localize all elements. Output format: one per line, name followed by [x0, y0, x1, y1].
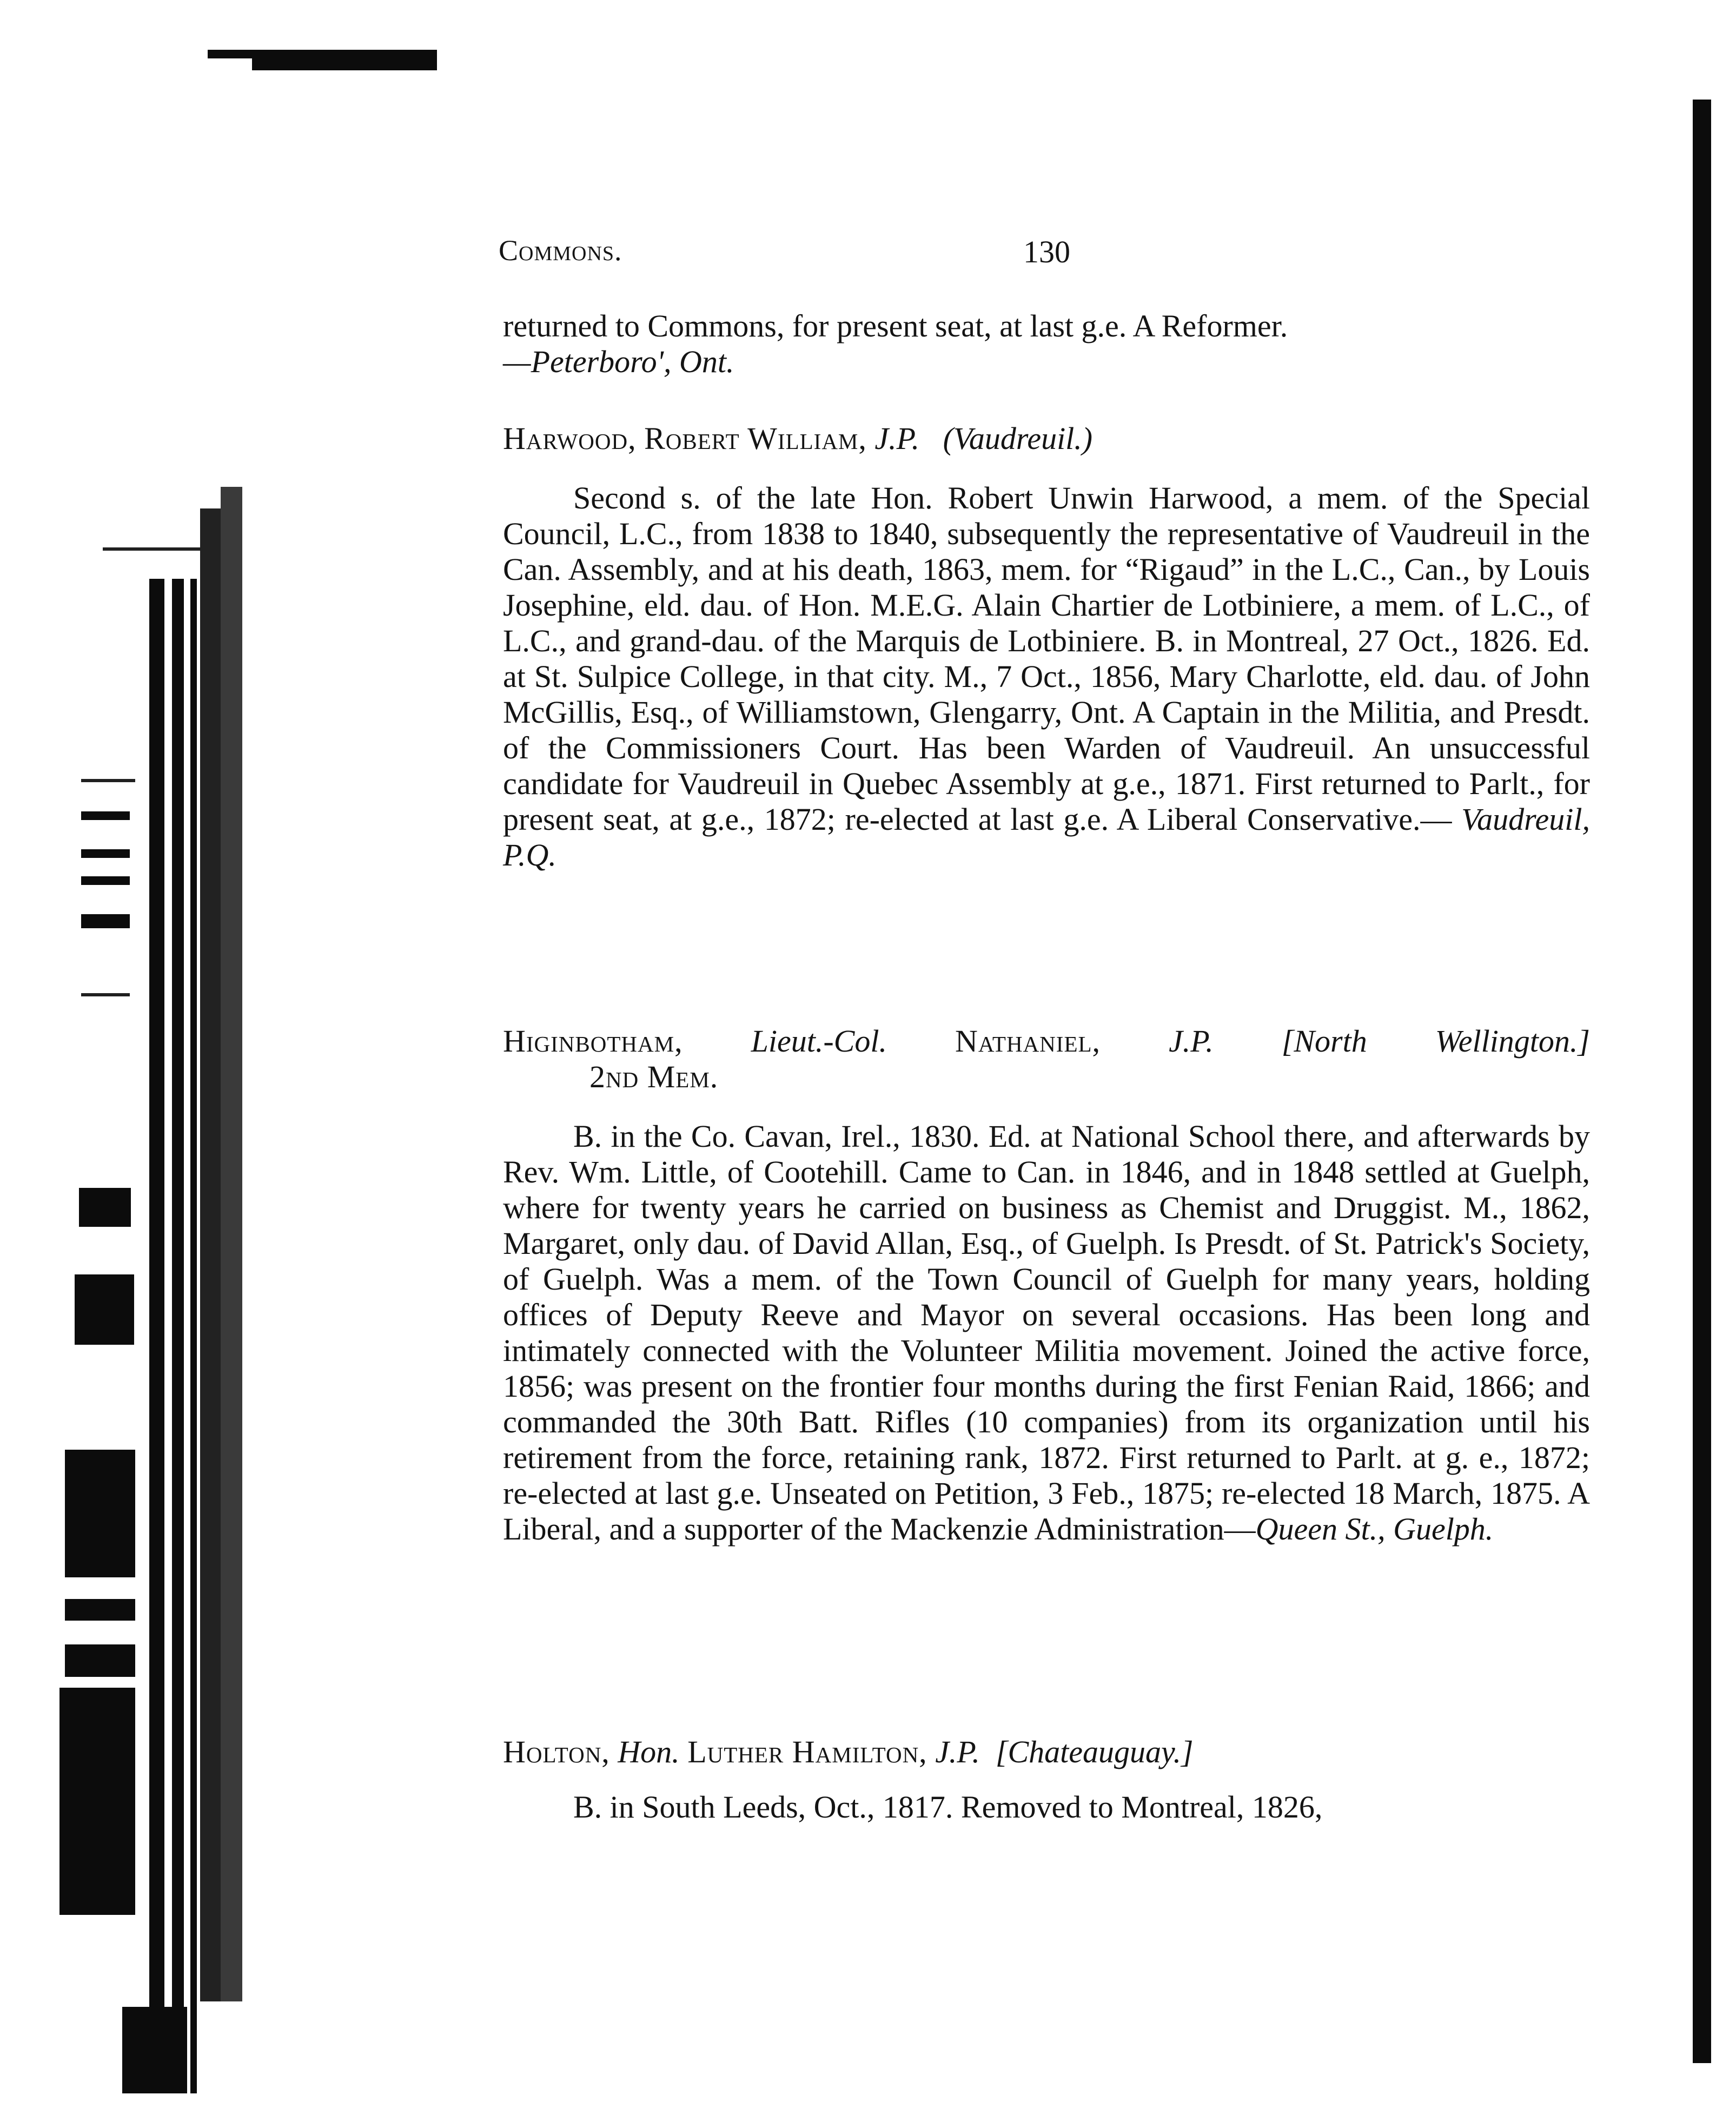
left-block-5	[65, 1599, 135, 1621]
entry-address: Queen St., Guelph.	[1255, 1511, 1494, 1547]
entry-surname: Higinbotham,	[503, 1023, 683, 1059]
left-block-7	[59, 1688, 135, 1915]
left-bar-3	[190, 579, 197, 2093]
entry-address: Vaudreuil, P.Q.	[503, 802, 1591, 873]
left-strip-grey	[200, 508, 222, 2001]
right-binding-bar	[1693, 100, 1711, 2063]
left-mark-c	[81, 849, 130, 858]
entry-riding: [North Wellington.]	[1281, 1023, 1590, 1059]
entry-given-names: Nathaniel,	[955, 1023, 1101, 1059]
entry-body	[503, 480, 1590, 873]
entry-surname: Harwood,	[503, 421, 637, 456]
entry-body-text: B. in the Co. Cavan, Irel., 1830. Ed. at National School there, and afterwards by Rev. Wm. Little, of Cootehill. Came to Can. in 1846, and in 1848 settled at Guelph, where for twenty years he carried on business as Chemist and Druggist. M., 1862, Margaret, only dau. of David Allan, Esq., of Guelph. Is Presdt. of St. Patrick's Society, of Guelph. Was a mem. of the Town Council of Guelph for many years, holding offices of Deputy Reeve and Mayor on several occasions. Has been long and intimately connected with the Volunteer Militia movement. Joined the active force, 1856; was present on the frontier four months during the first Fenian Raid, 1866; and commanded the 30th Batt. Rifles (10 companies) from its organization until his retirement from the force, retaining rank, 1872. First returned to Parlt. at g. e., 1872; re-elected at last g.e. Unseated on Petition, 3 Feb., 1875; re-elected 18 March, 1875. A Liberal, and a supporter of the Mackenzie Administration—	[503, 1119, 1590, 1547]
left-mark-f	[81, 993, 130, 996]
left-mark-b	[81, 811, 130, 820]
entry-body-text: B. in South Leeds, Oct., 1817. Removed to Montreal, 1826,	[573, 1789, 1323, 1825]
left-block-3	[65, 1450, 135, 1558]
left-bar-1	[149, 579, 164, 2093]
entry-member: 2nd Mem.	[589, 1059, 719, 1094]
left-block-4	[65, 1558, 135, 1577]
entry-higinbotham	[503, 1023, 1590, 1547]
running-head	[499, 234, 1602, 272]
carryover-text: returned to Commons, for present seat, at last g.e. A Reformer.	[503, 308, 1288, 343]
left-strip-grey-2	[221, 487, 242, 2001]
entry-heading	[503, 421, 1590, 457]
entry-holton	[503, 1734, 1590, 1825]
entry-body-text: Second s. of the late Hon. Robert Unwin Harwood, a mem. of the Special Council, L.C., from 1838 to 1840, subsequently the representative of Vaudreuil in the Can. Assembly, and at his death, 1863, mem. for “Rigaud” in the L.C., Can., by Louis Josephine, eld. dau. of Hon. M.E.G. Alain Chartier de Lotbiniere, a mem. of L.C., of L.C., and grand-dau. of the Marquis de Lotbiniere. B. in Montreal, 27 Oct., 1826. Ed. at St. Sulpice College, in that city. M., 7 Oct., 1856, Mary Charlotte, eld. dau. of John McGillis, Esq., of Williamstown, Glengarry, Ont. A Captain in the Militia, and Presdt. of the Commissioners Court. Has been Warden of Vaudreuil. An unsuccessful candidate for Vaudreuil in Quebec Assembly at g.e., 1871. First returned to Parlt., for present seat, at g.e., 1872; re-elected at last g.e. A Liberal Conservative.—	[503, 480, 1590, 837]
left-bar-2	[172, 579, 184, 2093]
entry-member-line	[503, 1059, 1590, 1095]
entry-honor: J.P.	[1169, 1023, 1214, 1059]
entry-title: Hon.	[618, 1734, 680, 1769]
entry-body	[503, 1789, 1590, 1825]
entry-given-names: Luther Hamilton,	[687, 1734, 927, 1769]
left-bottom-block	[122, 2007, 187, 2093]
left-block-6	[65, 1644, 135, 1677]
entry-riding: (Vaudreuil.)	[943, 421, 1093, 456]
carryover-address: —Peterboro', Ont.	[503, 344, 734, 379]
entry-surname: Holton,	[503, 1734, 610, 1769]
entry-title: Lieut.-Col.	[751, 1023, 887, 1059]
section-title: Commons.	[499, 234, 622, 267]
entry-heading	[503, 1734, 1590, 1770]
entry-given-names: Robert William,	[644, 421, 867, 456]
left-mark-a	[81, 779, 135, 782]
left-mark-d	[81, 876, 130, 885]
entry-riding: [Chateauguay.]	[995, 1734, 1194, 1769]
left-tick	[103, 547, 200, 551]
carryover-paragraph	[503, 308, 1590, 380]
entry-honor: J.P.	[874, 421, 920, 456]
entry-heading	[503, 1023, 1590, 1059]
top-edge-mark	[208, 50, 437, 58]
entry-body	[503, 1119, 1590, 1547]
page-number: 130	[1023, 234, 1070, 269]
left-mark-e	[81, 914, 130, 928]
left-block-2	[75, 1274, 134, 1345]
entry-honor: J.P.	[935, 1734, 980, 1769]
top-edge-mark-2	[252, 58, 437, 70]
left-block-1	[79, 1188, 131, 1227]
entry-harwood	[503, 421, 1590, 873]
